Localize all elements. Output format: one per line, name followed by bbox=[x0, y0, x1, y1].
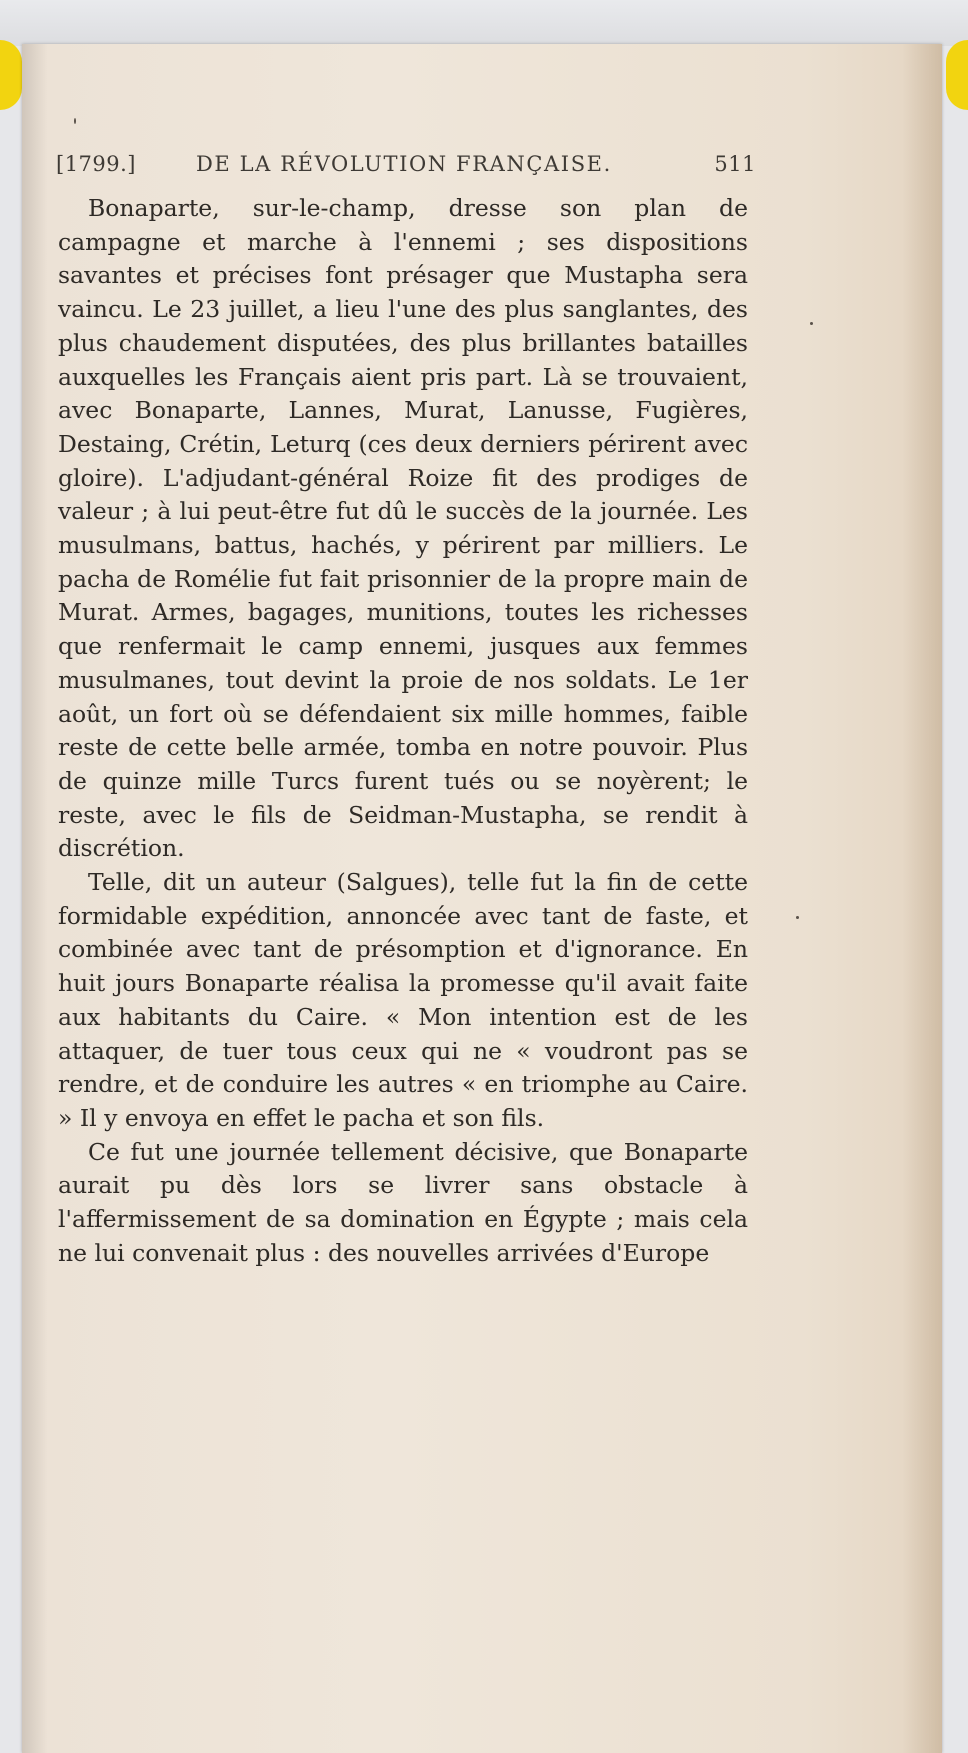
paragraph-1: Bonaparte, sur-le-champ, dresse son plan de campagne et marche à l'ennemi ; ses dispositions savantes et précises font présager que Mustapha sera vaincu. Le 23 juillet, a lieu l'une des plus sanglantes, des plus chaudement disputées, des plus brillantes batailles auxquelles les Français aient pris part. Là se trouvaient, avec Bonaparte, Lannes, Murat, Lanusse, Fugières, Destaing, Crétin, Leturq (ces deux derniers périrent avec gloire). L'adjudant-général Roize fit des prodiges de valeur ; à lui peut-être fut dû le succès de la journée. Les musulmans, battus, hachés, y périrent par milliers. Le pacha de Romélie fut fait prisonnier de la propre main de Murat. Armes, bagages, munitions, toutes les richesses que renfermait le camp ennemi, jusques aux femmes musulmanes, tout devint la proie de nos soldats. Le 1er août, un fort où se défendaient six mille hommes, faible reste de cette belle armée, tomba en notre pouvoir. Plus de quinze mille Turcs furent tués ou se noyèrent; le reste, avec le fils de Seidman-Mustapha, se rendit à discrétion. bbox=[58, 194, 748, 863]
paper-speck bbox=[810, 322, 813, 325]
scan-background bbox=[0, 0, 968, 46]
paper-speck bbox=[796, 916, 799, 919]
running-head bbox=[56, 152, 756, 182]
page-binding-shadow bbox=[22, 44, 48, 1753]
paragraph-2: Telle, dit un auteur (Salgues), telle fut la fin de cette formidable expédition, annoncée avec tant de faste, et combinée avec tant de présomption et d'ignorance. En huit jours Bonaparte réalisa la promesse qu'il avait faite aux habitants du Caire. « Mon intention est de les attaquer, de tuer tous ceux qui ne « voudront pas se rendre, et de conduire les autres « en triomphe au Caire. » Il y envoya en effet le pacha et son fils. bbox=[58, 868, 748, 1132]
paragraph-3: Ce fut une journée tellement décisive, que Bonaparte aurait pu dès lors se livrer sans obstacle à l'affermissement de sa domination en Égypte ; mais cela ne lui convenait plus : des nouvelles arrivées d'Europe bbox=[58, 1137, 748, 1267]
scan-marker-left bbox=[0, 40, 22, 110]
running-head-title: DE LA RÉVOLUTION FRANÇAISE. bbox=[196, 152, 612, 176]
page-number: 511 bbox=[714, 152, 756, 176]
scan-marker-right bbox=[946, 40, 968, 110]
paper-speck bbox=[74, 118, 76, 124]
body-text bbox=[58, 192, 748, 1271]
page-edge-shadow bbox=[902, 44, 942, 1753]
running-head-year: [1799.] bbox=[56, 152, 137, 176]
